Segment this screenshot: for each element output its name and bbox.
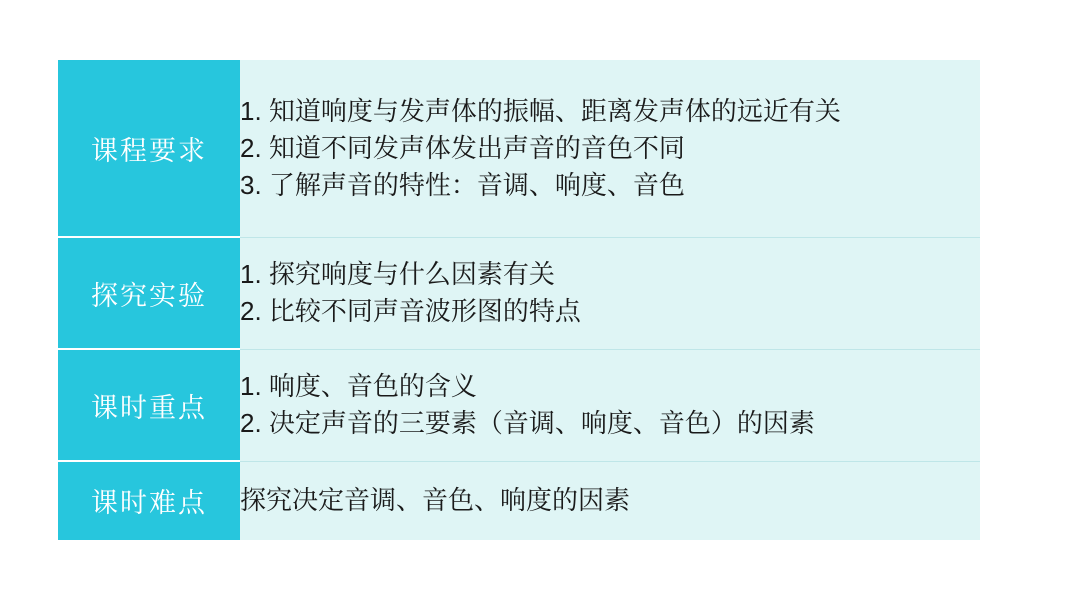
row-content-inquiry-experiment (240, 237, 980, 349)
row-content-course-requirements (240, 60, 980, 237)
table-row (58, 60, 980, 237)
list-item: 1. 知道响度与发声体的振幅、距离发声体的远近有关 (240, 95, 841, 126)
row-label-key-points: 课时重点 (58, 349, 240, 461)
table-row (58, 349, 980, 461)
row-label-inquiry-experiment: 探究实验 (58, 237, 240, 349)
list-item: 2. 决定声音的三要素（音调、响度、音色）的因素 (240, 408, 815, 438)
row-content-key-points (240, 349, 980, 461)
row-label-difficult-points: 课时难点 (58, 461, 240, 540)
lesson-overview-table (58, 60, 980, 540)
list-item: 探究决定音调、音色、响度的因素 (240, 485, 631, 516)
list-item: 2. 比较不同声音波形图的特点 (240, 296, 581, 326)
row-content-difficult-points (240, 461, 980, 540)
row-label-course-requirements: 课程要求 (58, 60, 240, 237)
table-row (58, 461, 980, 540)
list-item: 1. 响度、音色的含义 (240, 371, 477, 402)
list-item: 1. 探究响度与什么因素有关 (240, 259, 555, 290)
table-row (58, 237, 980, 349)
list-item: 2. 知道不同发声体发出声音的音色不同 (240, 132, 685, 163)
lesson-overview-table-wrapper (58, 60, 980, 540)
list-item: 3. 了解声音的特性：音调、响度、音色 (240, 169, 685, 200)
